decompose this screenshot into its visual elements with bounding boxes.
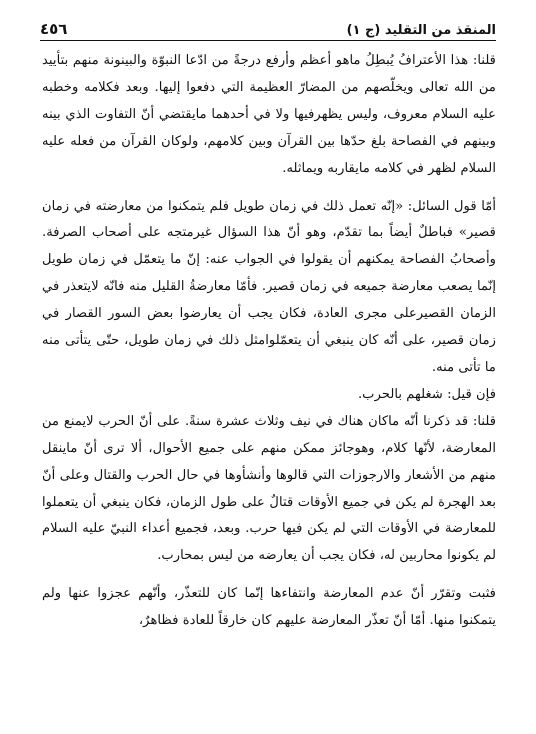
page-number: ٤٥٦ bbox=[40, 20, 68, 38]
running-header bbox=[40, 14, 496, 38]
paragraph-4: قلنا: قد ذكرنا أنّه ماكان هناك في نيف وثلاث عشرة سنةً. على أنّ الحرب لايمنع من المعارضة، لأنّها كلام، وهوجائز ممكن منهم على جميع الأحوال، ألا ترى أنّ ماينقل منهم من الأشعار والارجوزات التي قالوها وأنشأوها في حال الحرب والقتال وعلى أنّ بعد الهجرة لم يكن في جميع الأوقات قتالٌ على طول الزمان، فكان ينبغي أن يتعملوا للمعارضة في الأوقات التي لم يكن فيها حرب. وبعد، فجميع أعداء النبيّ عليه السلام لم يكونوا محاربين له، فكان يجب أن يعارضه من ليس بمحارب. bbox=[42, 413, 496, 564]
paragraph-2: أمّا قول السائل: «إنّه تعمل ذلك في زمان طويل فلم يتمكنوا من معارضته في زمان قصير» فباطلٌ أيضاً بما تقدّم، وهو أنّ هذا السؤال غيرمتجه على أصحاب الصرفة. وأصحابُ الفصاحة يمكنهم أن يقولوا في الجواب عنه: إنّ ما يتعمّل في زمان طويل إنّما يصعب معارضة جميعه في زمان قصير. فأمّا معارضةُ القليل منه فانّه لايتعذر في الزمان القصيرعلى مجرى العادة، فكان يجب أن يعارضوا بعض السور القصار في زمان قصير، على أنّه كان ينبغي أن يتعمّلوامثل ذلك في زمان طويل، حتّى يتأتى منه ما تأتى منه. bbox=[42, 198, 496, 375]
paragraph-1: قلنا: هذا الأعترافُ يُبطِلُ ماهو أعظم وأرفع درجةً من ادّعا النبوّة والبينونة منهم بتأييد من الله تعالى ويخلّصهم من المضارّ العظيمة التي دفعوا إليها. وبعد فكلامه وخطبه عليه السلام معروف، وليس يظهرفيها ولا في أحدهما مايقتضي أنّ التفاوت الذي بينه وبينهم في الفصاحة بلغ حدّها بين القرآن وبين كلامهم، ولوكان القرآن من فعله عليه السلام لظهر في كلامه مايقاربه ويماثله. bbox=[42, 53, 496, 176]
main-text bbox=[42, 48, 496, 720]
paragraph-5: فثبت وتقرّر أنّ عدم المعارضة وانتفاءها إنّما كان للتعذّر، وأنّهم عجزوا عنها ولم يتمكنوا منها. أمّا أنّ تعذّر المعارضة عليهم كان خارقاً للعادة فظاهرٌ، bbox=[42, 586, 496, 629]
paragraph-3: فإن قيل: شغلهم بالحرب. bbox=[357, 386, 496, 402]
header-divider bbox=[40, 40, 496, 41]
book-title: المنقذ من التقليد (ج ١) bbox=[346, 23, 496, 38]
